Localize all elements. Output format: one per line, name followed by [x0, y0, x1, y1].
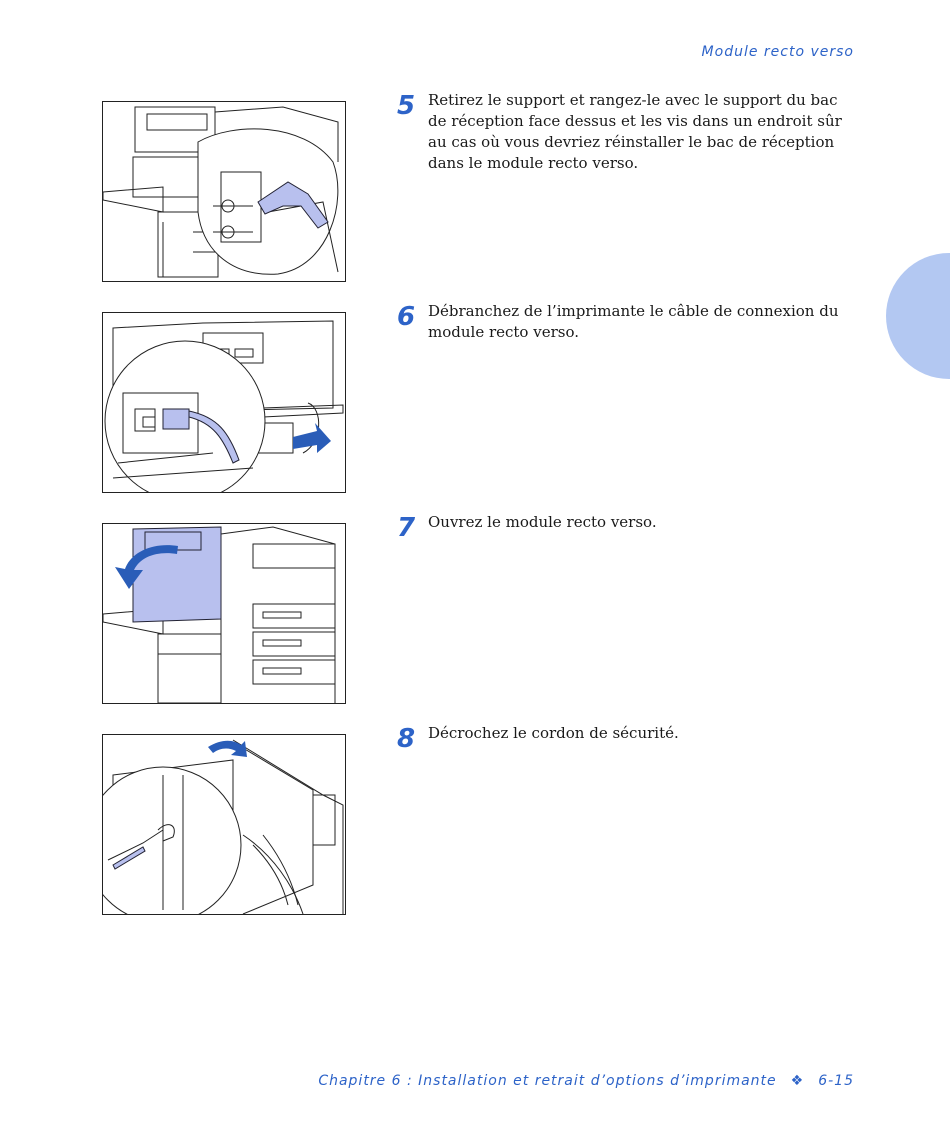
illustration-step-8	[102, 734, 346, 915]
chapter-tab	[886, 253, 950, 379]
step-text: Retirez le support et rangez-le avec le support du bac de réception face dessus et les vis dans un endroit sûr au cas où vous devriez réinstaller le bac de réception dans le module recto verso.	[428, 91, 842, 172]
step-number: 8	[397, 724, 416, 754]
illustration-step-7	[102, 523, 346, 704]
footer-chapter-title: Chapitre 6 : Installation et retrait d’options d’imprimante	[318, 1073, 777, 1089]
page-footer	[318, 1073, 854, 1089]
section-header: Module recto verso	[701, 44, 854, 60]
step-number: 7	[397, 513, 416, 543]
step-number: 6	[397, 302, 416, 332]
step-text: Ouvrez le module recto verso.	[428, 513, 657, 531]
page-number: 6-15	[818, 1073, 854, 1089]
illustration-step-6	[102, 312, 346, 493]
step-number: 5	[397, 91, 416, 121]
footer-separator: ❖	[790, 1073, 805, 1089]
step-text: Décrochez le cordon de sécurité.	[428, 724, 679, 742]
illustration-step-5	[102, 101, 346, 282]
step-text: Débranchez de l’imprimante le câble de connexion du module recto verso.	[428, 302, 839, 341]
